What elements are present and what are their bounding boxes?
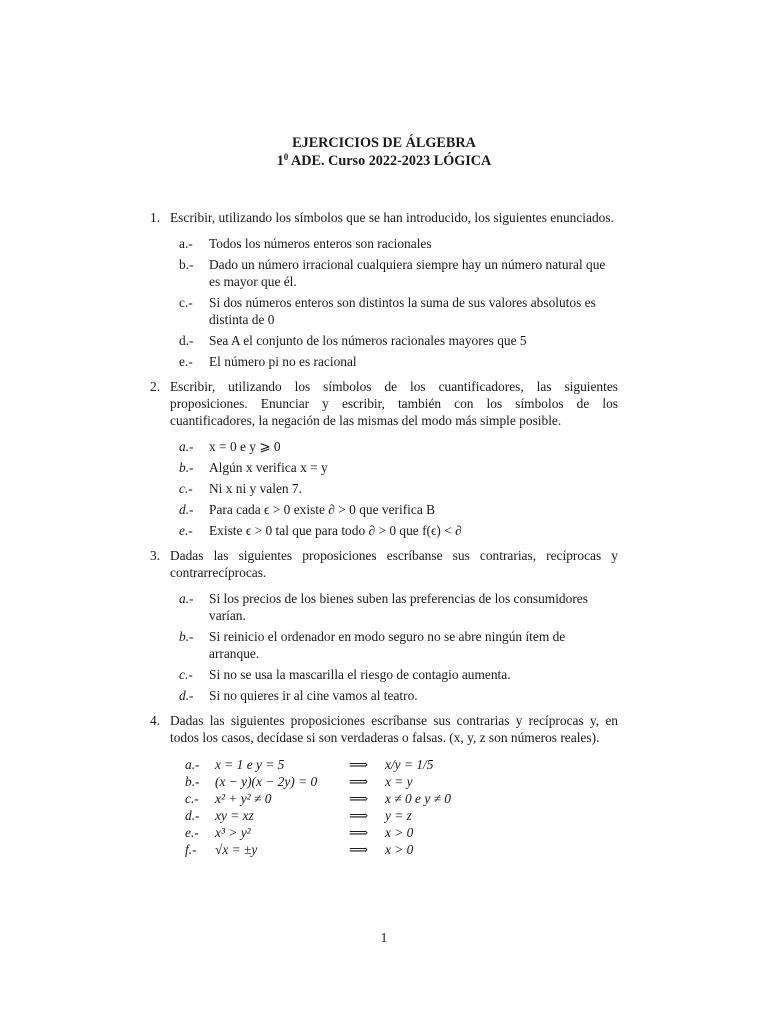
course-title-rest: ADE. Curso 2022-2023 LÓGICA bbox=[288, 153, 492, 169]
item-label: d.- bbox=[179, 333, 194, 348]
list-item bbox=[179, 235, 618, 252]
row-conclusion: x > 0 bbox=[385, 842, 414, 857]
exercise-statement: Escribir, utilizando los símbolos de los cuantificadores, las siguientes proposiciones. Enunciar y escribir, también con los símbolos de los cuantificadores, la negación de las mismas del modo más simple posible. bbox=[170, 379, 618, 428]
exercise-statement: Dadas las siguientes proposiciones escríbanse sus contrarias, recíprocas y contrarrecíprocas. bbox=[170, 548, 618, 580]
item-text: x = 0 e y ⩾ 0 bbox=[209, 439, 281, 454]
item-text: Si dos números enteros son distintos la suma de sus valores absolutos es distinta de 0 bbox=[209, 295, 596, 327]
row-premise: (x − y)(x − 2y) = 0 bbox=[215, 774, 318, 789]
row-label: e.- bbox=[185, 825, 199, 840]
row-label: f.- bbox=[185, 842, 197, 857]
implies-arrow-icon: ⟹ bbox=[349, 808, 369, 823]
implies-arrow-icon: ⟹ bbox=[349, 825, 369, 840]
exercise-number: 1. bbox=[150, 210, 161, 225]
item-label: c.- bbox=[179, 481, 193, 496]
table-row bbox=[185, 790, 618, 807]
exercise-items bbox=[179, 590, 618, 704]
ordinal-superscript: 0 bbox=[283, 152, 289, 162]
row-label: b.- bbox=[185, 774, 200, 789]
exercise-statement: Escribir, utilizando los símbolos que se han introducido, los siguientes enunciados. bbox=[170, 210, 614, 225]
exercise-items bbox=[179, 438, 618, 539]
row-label: d.- bbox=[185, 808, 200, 823]
exercise-number: 3. bbox=[150, 548, 161, 563]
row-premise: x³ > y² bbox=[215, 825, 251, 840]
list-item bbox=[179, 294, 618, 328]
item-label: a.- bbox=[179, 439, 194, 454]
item-label: b.- bbox=[179, 629, 194, 644]
item-text: Si reinicio el ordenador en modo seguro no se abre ningún ítem de arranque. bbox=[209, 629, 566, 661]
list-item bbox=[179, 459, 618, 476]
item-text: Si no quieres ir al cine vamos al teatro. bbox=[209, 688, 418, 703]
item-text: Si no se usa la mascarilla el riesgo de contagio aumenta. bbox=[209, 667, 511, 682]
title-line-2 bbox=[0, 152, 768, 170]
item-label: a.- bbox=[179, 591, 194, 606]
implies-arrow-icon: ⟹ bbox=[349, 757, 369, 772]
list-item bbox=[179, 353, 618, 370]
item-text: Si los precios de los bienes suben las preferencias de los consumidores varían. bbox=[209, 591, 588, 623]
implies-arrow-icon: ⟹ bbox=[349, 774, 369, 789]
list-item bbox=[179, 480, 618, 497]
exercise-1 bbox=[150, 209, 618, 370]
item-label: b.- bbox=[179, 257, 194, 272]
list-item bbox=[179, 666, 618, 683]
item-text: Dado un número irracional cualquiera siempre hay un número natural que es mayor que él. bbox=[209, 257, 606, 289]
item-label: a.- bbox=[179, 236, 193, 251]
implies-arrow-icon: ⟹ bbox=[349, 842, 369, 857]
list-item bbox=[179, 501, 618, 518]
list-item bbox=[179, 590, 618, 624]
row-conclusion: x = y bbox=[385, 774, 413, 789]
table-row bbox=[185, 756, 618, 773]
row-conclusion: x ≠ 0 e y ≠ 0 bbox=[385, 791, 452, 806]
item-label: d.- bbox=[179, 688, 194, 703]
exercise-items bbox=[179, 235, 618, 370]
document-title bbox=[0, 134, 768, 170]
table-row bbox=[185, 773, 618, 790]
row-premise: xy = xz bbox=[215, 808, 254, 823]
list-item bbox=[179, 332, 618, 349]
item-text: Existe ϵ > 0 tal que para todo ∂ > 0 que f(ϵ) < ∂ bbox=[209, 523, 462, 538]
item-label: e.- bbox=[179, 523, 193, 538]
row-label: c.- bbox=[185, 791, 199, 806]
row-premise: √x = ±y bbox=[215, 842, 258, 857]
exercise-list bbox=[150, 209, 618, 866]
title-line-1: EJERCICIOS DE ÁLGEBRA bbox=[292, 135, 476, 151]
exercise-number: 4. bbox=[150, 713, 161, 728]
exercise-4 bbox=[150, 712, 618, 858]
item-text: El número pi no es racional bbox=[209, 354, 357, 369]
exercise-statement: Dadas las siguientes proposiciones escríbanse sus contrarias y recíprocas y, en todos los casos, decídase si son verdaderas o falsas. (x, y, z son números reales). bbox=[170, 713, 618, 745]
list-item bbox=[179, 522, 618, 539]
list-item bbox=[179, 628, 618, 662]
table-row bbox=[185, 841, 618, 858]
item-text: Todos los números enteros son racionales bbox=[209, 236, 432, 251]
list-item bbox=[179, 687, 618, 704]
exercise-3 bbox=[150, 547, 618, 704]
table-row bbox=[185, 807, 618, 824]
exercise-number: 2. bbox=[150, 379, 161, 394]
item-text: Sea A el conjunto de los números racionales mayores que 5 bbox=[209, 333, 527, 348]
item-label: e.- bbox=[179, 354, 193, 369]
item-text: Para cada ϵ > 0 existe ∂ > 0 que verifica B bbox=[209, 502, 436, 517]
row-conclusion: x/y = 1/5 bbox=[385, 757, 434, 772]
implication-table bbox=[185, 756, 618, 858]
row-conclusion: y = z bbox=[385, 808, 412, 823]
item-label: d.- bbox=[179, 502, 194, 517]
item-label: c.- bbox=[179, 295, 193, 310]
row-label: a.- bbox=[185, 757, 200, 772]
row-conclusion: x > 0 bbox=[385, 825, 414, 840]
exercise-2 bbox=[150, 378, 618, 539]
item-text: Algún x verifica x = y bbox=[209, 460, 328, 475]
list-item bbox=[179, 256, 618, 290]
row-premise: x = 1 e y = 5 bbox=[215, 757, 285, 772]
table-row bbox=[185, 824, 618, 841]
item-label: c.- bbox=[179, 667, 193, 682]
course-year-number: 1 bbox=[276, 153, 284, 169]
implies-arrow-icon: ⟹ bbox=[349, 791, 369, 806]
row-premise: x² + y² ≠ 0 bbox=[215, 791, 272, 806]
list-item bbox=[179, 438, 618, 455]
item-text: Ni x ni y valen 7. bbox=[209, 481, 302, 496]
item-label: b.- bbox=[179, 460, 194, 475]
page-number: 1 bbox=[380, 930, 388, 945]
